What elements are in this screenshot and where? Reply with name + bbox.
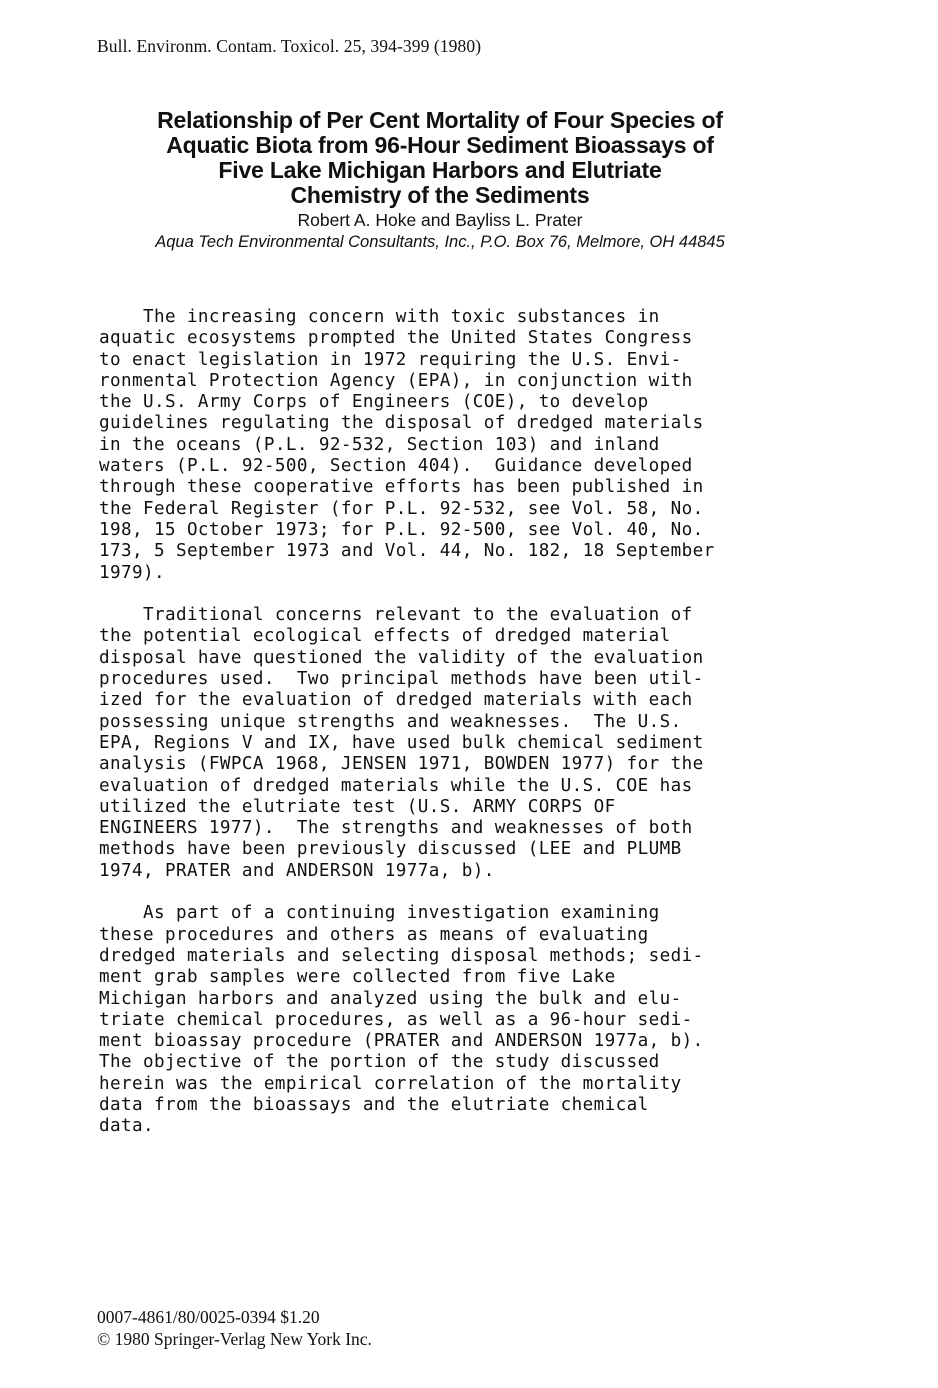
text-line: in the oceans (P.L. 92-532, Section 103) and inland xyxy=(99,434,660,455)
article-title-line: Relationship of Per Cent Mortality of Four Species of xyxy=(157,107,723,133)
text-line: disposal have questioned the validity of the evaluation xyxy=(99,647,704,668)
text-line: waters (P.L. 92-500, Section 404). Guidance developed xyxy=(99,456,693,477)
text-line: EPA, Regions V and IX, have used bulk chemical sediment xyxy=(99,732,704,753)
publication-code: 0007-4861/80/0025-0394 $1.20 xyxy=(97,1307,320,1327)
page-footer xyxy=(97,1306,372,1350)
text-line: ized for the evaluation of dredged materials with each xyxy=(99,690,693,711)
text-line: data. xyxy=(99,1116,154,1137)
paragraph-3 xyxy=(99,903,819,1137)
text-line: utilized the elutriate test (U.S. ARMY CORPS OF xyxy=(99,796,616,817)
text-line: triate chemical procedures, as well as a 96-hour sedi- xyxy=(99,1009,693,1030)
text-line: aquatic ecosystems prompted the United States Congress xyxy=(99,328,693,349)
text-line: 198, 15 October 1973; for P.L. 92-500, see Vol. 40, No. xyxy=(99,519,704,540)
text-line: Traditional concerns relevant to the evaluation of xyxy=(99,605,693,626)
text-line: procedures used. Two principal methods have been util- xyxy=(99,669,704,690)
text-line: evaluation of dredged materials while the U.S. COE has xyxy=(99,775,693,796)
affiliation: Aqua Tech Environmental Consultants, Inc., P.O. Box 76, Melmore, OH 44845 xyxy=(155,233,725,251)
text-line: ment grab samples were collected from five Lake xyxy=(99,967,616,988)
text-line: guidelines regulating the disposal of dredged materials xyxy=(99,413,704,434)
text-line: Michigan harbors and analyzed using the bulk and elu- xyxy=(99,988,682,1009)
text-line: to enact legislation in 1972 requiring the U.S. Envi- xyxy=(99,349,682,370)
text-line: possessing unique strengths and weaknesses. The U.S. xyxy=(99,711,682,732)
text-line: 1974, PRATER and ANDERSON 1977a, b). xyxy=(99,860,495,881)
article-title-line: Aquatic Biota from 96-Hour Sediment Bioassays of xyxy=(166,132,714,158)
text-line: analysis (FWPCA 1968, JENSEN 1971, BOWDEN 1977) for the xyxy=(99,754,704,775)
article-header xyxy=(60,108,820,253)
article-title-line: Chemistry of the Sediments xyxy=(290,182,590,208)
text-line: As part of a continuing investigation examining xyxy=(99,903,660,924)
text-line: ronmental Protection Agency (EPA), in conjunction with xyxy=(99,370,693,391)
paragraph-1 xyxy=(99,307,819,584)
text-line: the potential ecological effects of dredged material xyxy=(99,626,671,647)
article-body xyxy=(99,307,819,1159)
text-line: the U.S. Army Corps of Engineers (COE), to develop xyxy=(99,392,649,413)
paragraph-2 xyxy=(99,605,819,882)
text-line: dredged materials and selecting disposal methods; sedi- xyxy=(99,945,704,966)
copyright-notice: © 1980 Springer-Verlag New York Inc. xyxy=(97,1329,372,1349)
authors: Robert A. Hoke and Bayliss L. Prater xyxy=(297,210,583,230)
text-line: methods have been previously discussed (LEE and PLUMB xyxy=(99,839,682,860)
text-line: through these cooperative efforts has been published in xyxy=(99,477,704,498)
text-line: The objective of the portion of the study discussed xyxy=(99,1052,660,1073)
text-line: the Federal Register (for P.L. 92-532, see Vol. 58, No. xyxy=(99,498,704,519)
text-line: 173, 5 September 1973 and Vol. 44, No. 182, 18 September xyxy=(99,541,715,562)
text-line: 1979). xyxy=(99,562,165,583)
text-line: data from the bioassays and the elutriate chemical xyxy=(99,1094,649,1115)
text-line: The increasing concern with toxic substances in xyxy=(99,307,660,327)
article-title-line: Five Lake Michigan Harbors and Elutriate xyxy=(218,157,662,183)
journal-reference: Bull. Environm. Contam. Toxicol. 25, 394-399 (1980) xyxy=(97,36,482,56)
text-line: ment bioassay procedure (PRATER and ANDERSON 1977a, b). xyxy=(99,1031,704,1052)
text-line: these procedures and others as means of evaluating xyxy=(99,924,649,945)
text-line: ENGINEERS 1977). The strengths and weaknesses of both xyxy=(99,818,693,839)
text-line: herein was the empirical correlation of the mortality xyxy=(99,1073,682,1094)
